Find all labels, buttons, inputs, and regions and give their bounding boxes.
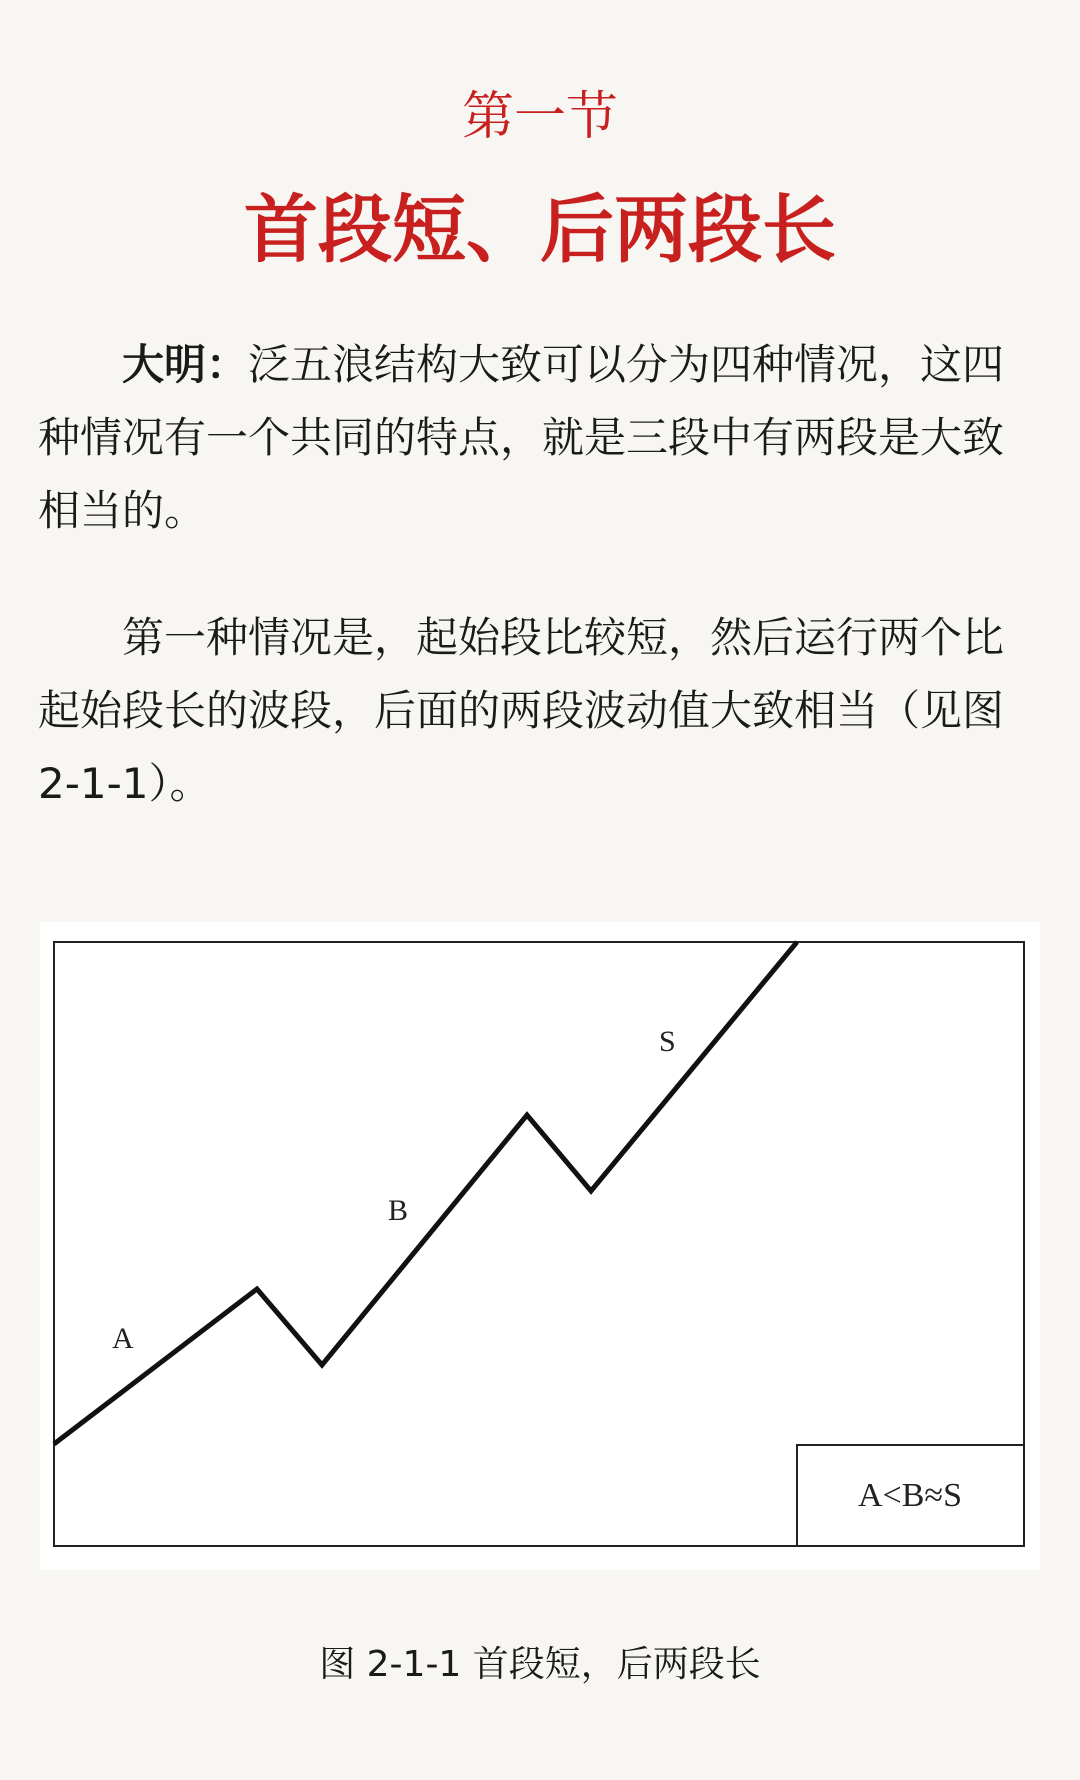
paragraph-1-text: 泛五浪结构大致可以分为四种情况，这四种情况有一个共同的特点，就是三段中有两段是大致相当的。: [38, 340, 1005, 535]
paragraph-2: [38, 601, 1042, 820]
legend-text: A<B≈S: [858, 1477, 962, 1514]
wave-label-a: A: [112, 1322, 134, 1355]
paragraph-1: [38, 328, 1042, 547]
speaker-name: 大明：: [122, 340, 249, 389]
wave-diagram: [40, 922, 1040, 1570]
wave-label-s: S: [659, 1025, 676, 1058]
section-label: 第一节: [461, 87, 618, 147]
wave-label-b: B: [388, 1194, 409, 1227]
figure-caption: 图 2-1-1 首段短，后两段长: [319, 1644, 761, 1685]
paragraph-2-text: 第一种情况是，起始段比较短，然后运行两个比起始段长的波段，后面的两段波动值大致相当（见图 2-1-1）。: [38, 613, 1005, 808]
wave-figure: [40, 922, 1040, 1570]
section-title: 首段短、后两段长: [244, 187, 836, 273]
